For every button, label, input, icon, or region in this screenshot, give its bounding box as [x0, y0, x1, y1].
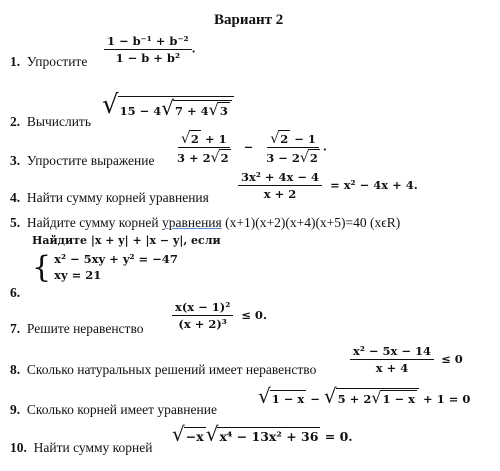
problem-1-expression	[104, 34, 196, 65]
fraction-1: √ 2 + 1 3 + 2 √ 2	[177, 131, 229, 166]
problem-number: 7.	[10, 321, 21, 336]
minus-operator: −	[306, 392, 324, 406]
period: .	[191, 41, 196, 56]
problem-1	[10, 54, 87, 70]
radicand: 2	[220, 151, 229, 165]
problem-number: 3.	[10, 153, 21, 168]
problem-number: 2.	[10, 114, 21, 129]
radical-2: √ x⁴ − 13x² + 36	[205, 422, 319, 446]
denominator-head: 3 − 2	[266, 151, 300, 165]
problem-number: 6.	[10, 285, 21, 300]
problem-number: 9.	[10, 402, 21, 417]
denominator-head: 3 + 2	[177, 151, 211, 165]
denominator: x + 2	[263, 187, 297, 201]
radical-1: √ −x	[172, 422, 204, 446]
fraction	[238, 170, 322, 201]
numerator: x² − 5x − 14	[350, 344, 434, 360]
problem-2-expression	[102, 92, 234, 118]
problem-text: Сколько корней имеет уравнение	[26, 402, 217, 417]
middle-radical: √ 7 + 4 √ 3	[161, 98, 232, 118]
minus-operator: −	[243, 139, 254, 154]
problem-number: 10.	[10, 440, 27, 455]
problem-9-expression	[258, 386, 470, 406]
radicand: 2	[309, 151, 318, 165]
radicand: x⁴ − 13x² + 36	[219, 429, 319, 444]
radicand: −x	[185, 429, 204, 444]
problem-equation: (x+1)(x+2)(x+4)(x+5)=40 (xϵR)	[221, 215, 401, 230]
problem-number: 5.	[10, 215, 21, 230]
problem-6-system	[32, 249, 178, 285]
radical-1: √ 1 − x	[258, 384, 305, 408]
problem-8	[10, 362, 316, 378]
problem-number: 4.	[10, 190, 21, 205]
problem-6-header: Найдите |x + y| + |x − y|, если	[32, 234, 221, 247]
problem-3-expression	[174, 130, 327, 165]
problem-9	[10, 402, 217, 418]
problem-10	[10, 440, 153, 456]
problem-number: 1.	[10, 54, 21, 69]
inner-radical: √ 3	[208, 100, 228, 119]
problem-7-expression	[172, 300, 267, 331]
problem-5	[10, 215, 400, 231]
numerator: 1 − b⁻¹ + b⁻²	[104, 34, 192, 50]
problem-text: Сколько натуральных решений имеет неравенство	[26, 362, 317, 377]
problem-text: Найдите сумму корней	[26, 215, 159, 230]
period: .	[322, 139, 327, 154]
denominator: (x + 2)³	[178, 317, 227, 331]
radicand: 3	[219, 104, 228, 118]
radicand-part: 5 + 2	[337, 392, 372, 406]
radicand: 1 − x	[271, 392, 305, 406]
radicand: 2	[190, 132, 199, 146]
fraction	[172, 300, 233, 331]
denominator: 1 − b + b²	[115, 51, 180, 65]
right-hand-side: = 0.	[320, 429, 353, 444]
fraction	[104, 34, 192, 65]
problem-6	[10, 285, 20, 301]
problem-3	[10, 153, 154, 169]
system-equation-2: xy = 21	[54, 267, 102, 282]
problem-text: Найти сумму корней	[33, 440, 153, 455]
problem-text: Упростите	[26, 54, 88, 69]
problem-2	[10, 114, 91, 130]
problem-text: Упростите выражение	[26, 153, 155, 168]
right-hand-side: + 1 = 0	[419, 392, 471, 406]
radicand-part: 15 − 4	[119, 104, 162, 118]
problem-text: Найти сумму корней уравнения	[26, 190, 209, 205]
right-hand-side: ≤ 0.	[241, 307, 267, 322]
numerator: x(x − 1)²	[172, 300, 233, 316]
radicand: 2	[280, 132, 289, 146]
fraction-2: √ 2 − 1 3 − 2 √ 2	[266, 131, 318, 166]
brace-icon: {	[32, 249, 52, 285]
numerator: 3x² + 4x − 4	[238, 170, 322, 186]
outer-radical: √ 15 − 4 √ 7 + 4 √ 3	[102, 92, 234, 118]
problem-4-expression	[238, 170, 418, 201]
inner-radical: √ 1 − x	[371, 388, 416, 407]
problem-number: 8.	[10, 362, 21, 377]
problem-8-expression	[350, 344, 463, 375]
problem-text: Решите неравенство	[26, 321, 144, 336]
problem-7	[10, 321, 143, 337]
radicand: 1 − x	[382, 392, 416, 406]
numerator-tail: − 1	[290, 132, 316, 146]
page-title: Вариант 2	[214, 12, 284, 28]
problem-text: Вычислить	[26, 114, 91, 129]
fraction	[350, 344, 434, 375]
system-equation-1: x² − 5xy + y² = −47	[54, 252, 178, 266]
right-hand-side: ≤ 0	[441, 351, 463, 366]
radical-2: √ 5 + 2 √ 1 − x	[324, 386, 419, 406]
problem-text-underlined: уравнения	[162, 215, 222, 230]
numerator-tail: + 1	[200, 132, 227, 146]
problem-4	[10, 190, 209, 206]
problem-10-expression	[172, 424, 353, 444]
radicand-part: 7 + 4	[174, 104, 209, 118]
right-hand-side: = x² − 4x + 4.	[330, 177, 418, 192]
denominator: x + 4	[375, 361, 409, 375]
